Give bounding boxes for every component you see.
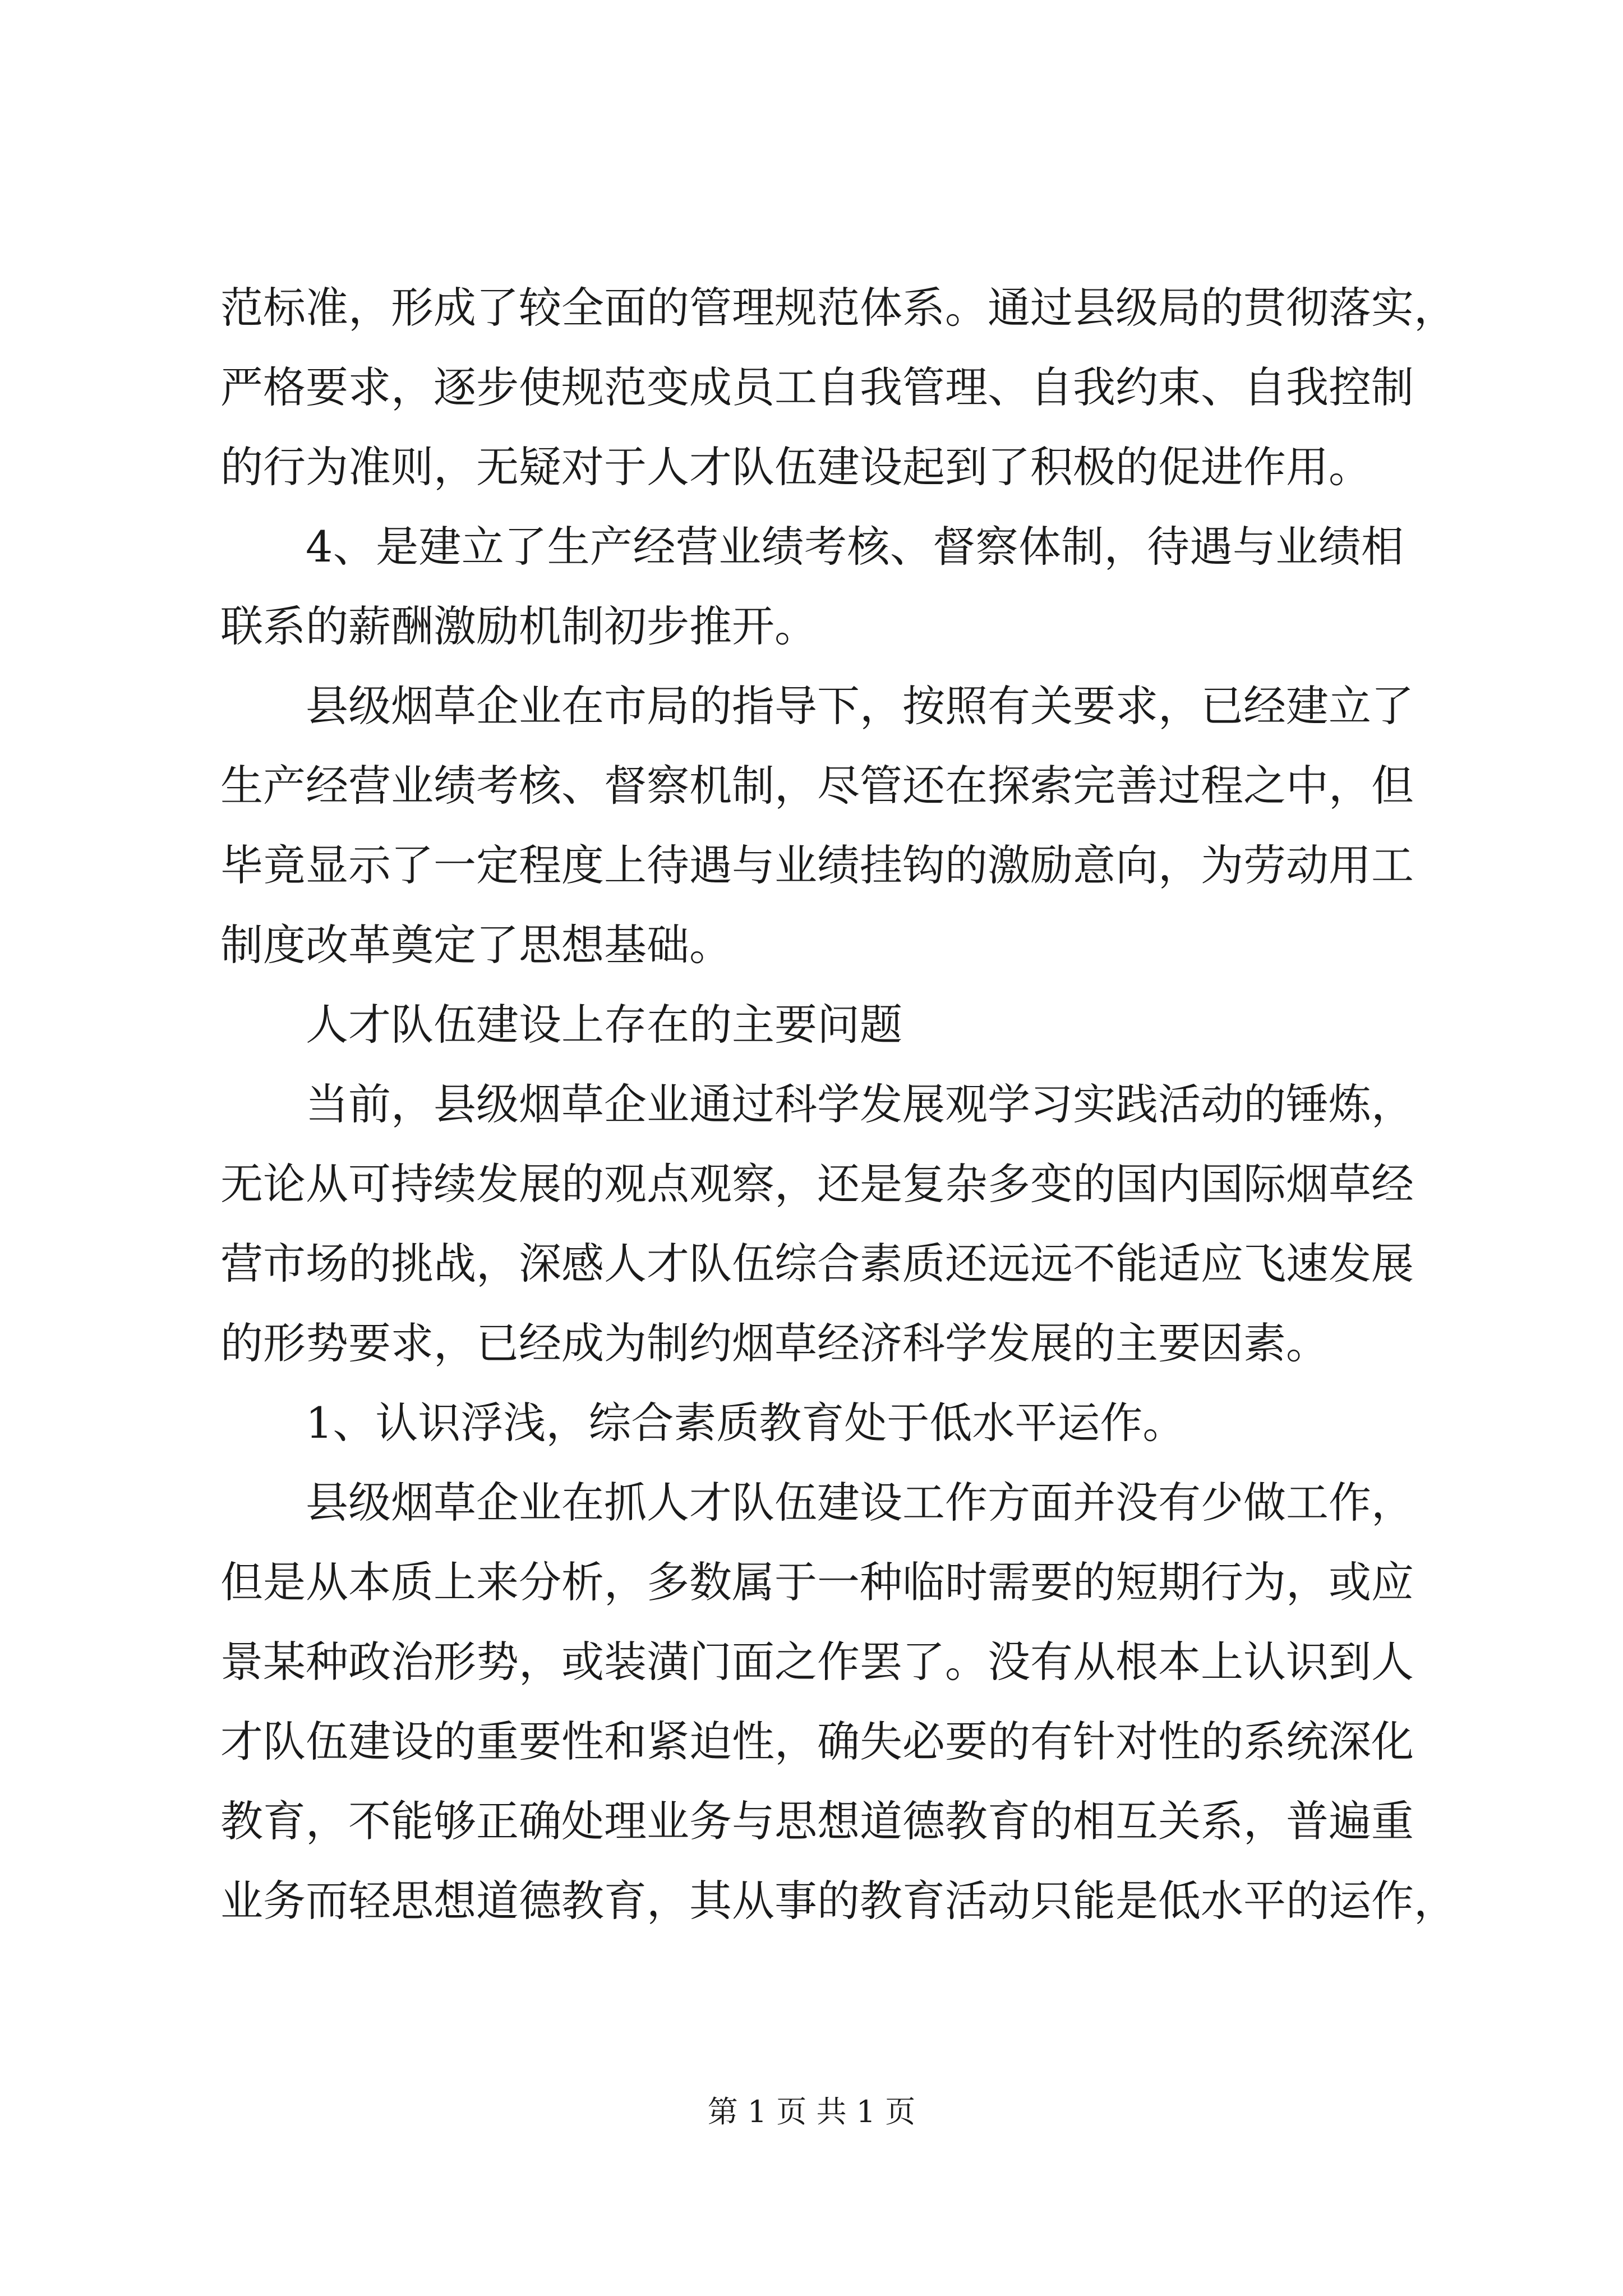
list-heading: 1、认识浮浅，综合素质教育处于低水平运作。 (306, 1398, 1186, 1448)
text-line: 范标准，形成了较全面的管理规范体系。通过县级局的贯彻落实， (220, 283, 1456, 333)
text-line: 教育，不能够正确处理业务与思想道德教育的相互关系，普遍重 (220, 1796, 1414, 1846)
text-line: 毕竟显示了一定程度上待遇与业绩挂钩的激励意向，为劳动用工 (220, 840, 1414, 890)
text-line: 业务而轻思想道德教育，其从事的教育活动只能是低水平的运作， (220, 1876, 1456, 1926)
text-line: 才队伍建设的重要性和紧迫性，确失必要的有针对性的系统深化 (220, 1717, 1414, 1766)
paragraph-start-line: 当前，县级烟草企业通过科学发展观学习实践活动的锤炼， (306, 1079, 1414, 1129)
text-line: 制度改革奠定了思想基础。 (220, 920, 732, 970)
text-line: 无论从可持续发展的观点观察，还是复杂多变的国内国际烟草经 (220, 1159, 1414, 1209)
text-line: 严格要求，逐步使规范变成员工自我管理、自我约束、自我控制 (220, 362, 1414, 412)
text-line: 景某种政治形势，或装潢门面之作罢了。没有从根本上认识到人 (220, 1637, 1414, 1687)
paragraph-start-line: 4、是建立了生产经营业绩考核、督察体制，待遇与业绩相 (306, 522, 1404, 572)
text-line: 联系的薪酬激励机制初步推开。 (220, 601, 817, 651)
section-heading: 人才队伍建设上存在的主要问题 (306, 1000, 902, 1050)
paragraph-start-line: 县级烟草企业在抓人才队伍建设工作方面并没有少做工作， (306, 1478, 1414, 1527)
page-number-footer: 第 1 页 共 1 页 (707, 2094, 916, 2129)
text-line: 营市场的挑战，深感人才队伍综合素质还远远不能适应飞速发展 (220, 1239, 1414, 1289)
text-line: 的行为准则，无疑对于人才队伍建设起到了积极的促进作用。 (220, 442, 1371, 492)
paragraph-start-line: 县级烟草企业在市局的指导下，按照有关要求，已经建立了 (306, 681, 1414, 731)
document-body (220, 268, 1456, 1941)
text-line: 生产经营业绩考核、督察机制，尽管还在探索完善过程之中，但 (220, 761, 1414, 811)
text-line: 的形势要求，已经成为制约烟草经济科学发展的主要因素。 (220, 1318, 1329, 1368)
text-line: 但是从本质上来分析，多数属于一种临时需要的短期行为，或应 (220, 1557, 1414, 1607)
